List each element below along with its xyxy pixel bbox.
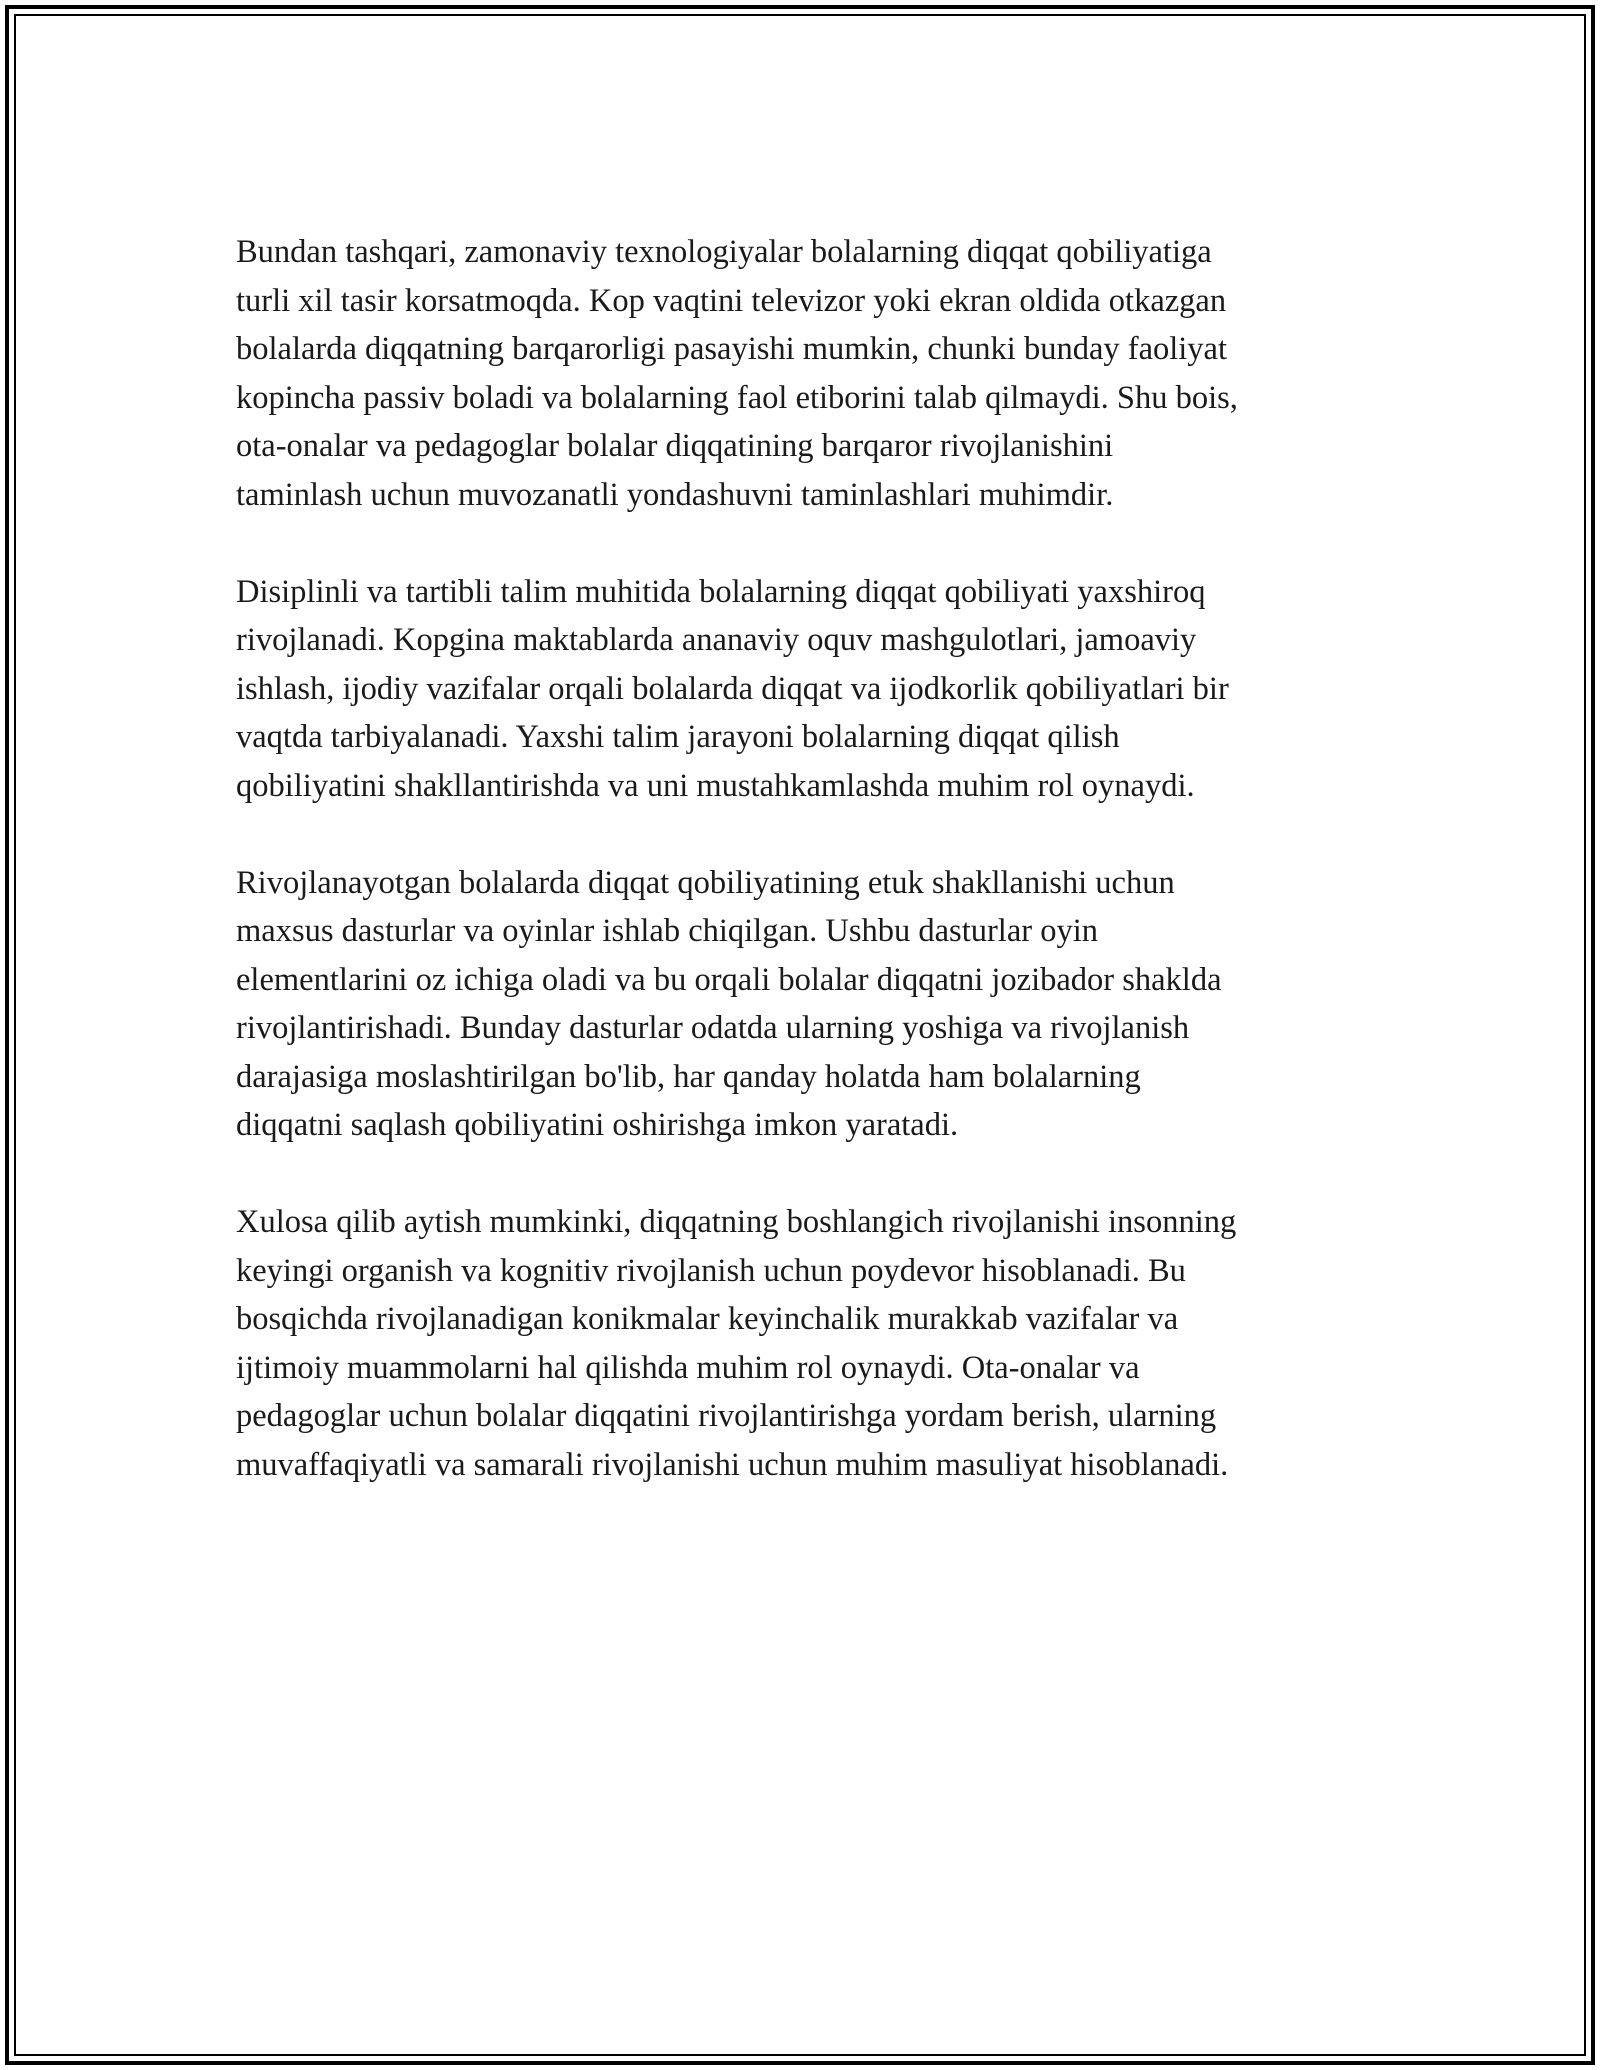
paragraph-conclusion: Xulosa qilib aytish mumkinki, diqqatning boshlangich rivojlanishi insonning keyingi organish va kognitiv rivojlanish uchun poydevor hisoblanadi. Bu bosqichda rivojlanadigan konikmalar keyinchalik murakkab vazifalar va ijtimoiy muammolarni hal qilishda muhim rol oynaydi. Ota-onalar va pedagoglar uchun bolalar diqqatini rivojlantirishga yordam berish, ularning muvaffaqiyatli va samarali rivojlanishi uchun muhim masuliyat hisoblanadi. — [236, 1204, 1237, 1483]
paragraph-disciplined-education: Disiplinli va tartibli talim muhitida bolalarning diqqat qobiliyati yaxshiroq rivojlanadi. Kopgina maktablarda ananaviy oquv mashgulotlari, jamoaviy ishlash, ijodiy vazifalar orqali bolalarda diqqat va ijodkorlik qobiliyatlari bir vaqtda tarbiyalanadi. Yaxshi talim jarayoni bolalarning diqqat qilish qobiliyatini shakllantirishda va uni mustahkamlashda muhim rol oynaydi. — [236, 573, 1229, 804]
paragraph-special-programs: Rivojlanayotgan bolalarda diqqat qobiliyatining etuk shakllanishi uchun maxsus dasturlar va oyinlar ishlab chiqilgan. Ushbu dasturlar oyin elementlarini oz ichiga oladi va bu orqali bolalar diqqatni jozibador shaklda rivojlantirishadi. Bunday dasturlar odatda ularning yoshiga va rivojlanish darajasiga moslashtirilgan bo'lib, har qanday holatda ham bolalarning diqqatni saqlash qobiliyatini oshirishga imkon yaratadi. — [236, 864, 1222, 1143]
paragraph-technology-impact: Bundan tashqari, zamonaviy texnologiyalar bolalarning diqqat qobiliyatiga turli xil tasir korsatmoqda. Kop vaqtini televizor yoki ekran oldida otkazgan bolalarda diqqatning barqarorligi pasayishi mumkin, chunki bunday faoliyat kopincha passiv boladi va bolalarning faol etiborini talab qilmaydi. Shu bois, ota-onalar va pedagoglar bolalar diqqatining barqaror rivojlanishini taminlash uchun muvozanatli yondashuvni taminlashlari muhimdir. — [236, 234, 1238, 513]
document-body — [236, 228, 1386, 1538]
